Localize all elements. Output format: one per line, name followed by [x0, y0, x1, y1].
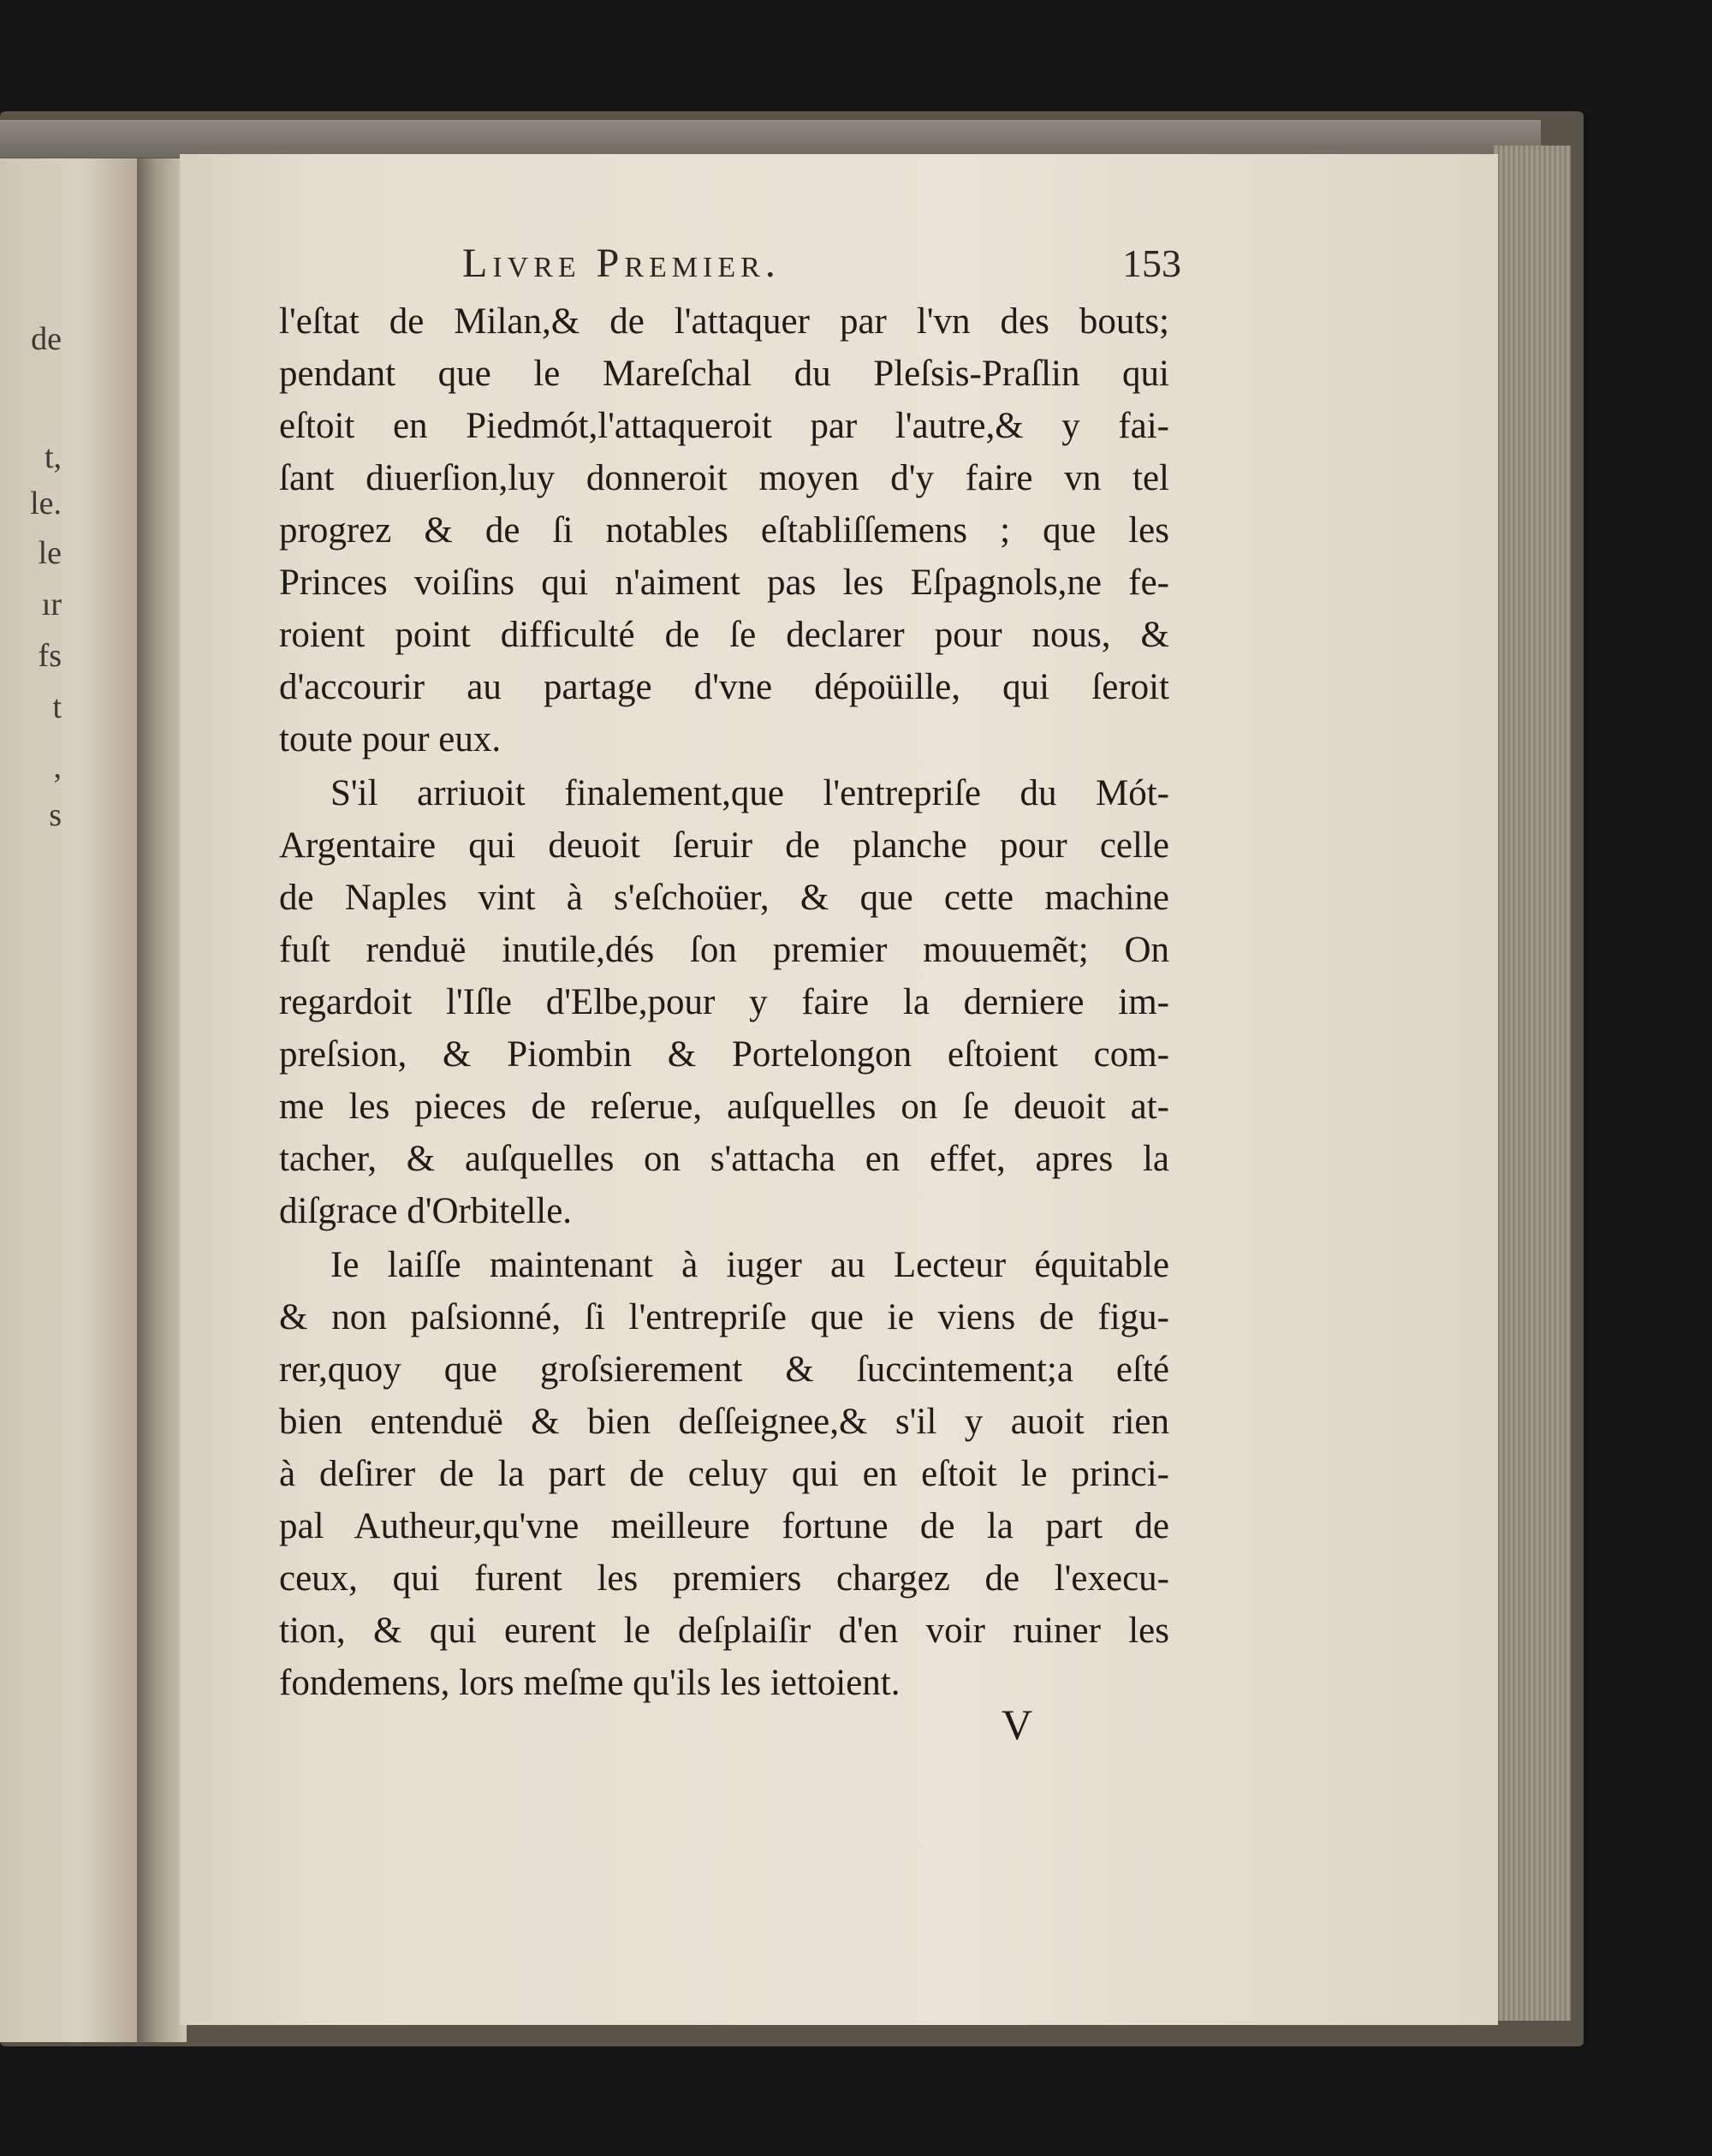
paragraph	[279, 767, 1169, 1237]
text-line: eſtoit en Piedmót,l'attaqueroit par l'autre,& y fai-	[279, 406, 1169, 446]
paragraph	[279, 295, 1169, 765]
left-fragment: t	[52, 689, 62, 725]
text-line: diſgrace d'Orbitelle.	[279, 1191, 573, 1231]
text-line: regardoit l'Iſle d'Elbe,pour y faire la derniere im-	[279, 982, 1169, 1022]
text-line: ceux, qui furent les premiers chargez de l'execu-	[279, 1558, 1169, 1599]
running-head: Livre Premier.	[462, 241, 781, 286]
text-line: roient point difficulté de ſe declarer pour nous, &	[279, 615, 1169, 655]
page-header	[462, 240, 1181, 287]
page-number: 153	[1122, 241, 1181, 285]
text-line: bien entenduë & bien deſſeignee,& s'il y auoit rien	[279, 1402, 1169, 1442]
text-line: fuſt renduë inutile,dés ſon premier mouuemẽt; On	[279, 930, 1169, 970]
text-line: progrez & de ſi notables eſtabliſſemens ; que les	[279, 510, 1169, 551]
text-line: toute pour eux.	[279, 719, 502, 759]
book-top-edge	[0, 120, 1541, 158]
left-fragment: de	[31, 321, 62, 357]
text-line: fondemens, lors meſme qu'ils les iettoient.	[279, 1663, 901, 1703]
text-line: S'il arriuoit finalement,que l'entrepriſe du Mót-	[330, 773, 1169, 813]
text-line: rer,quoy que groſsierement & ſuccintement;a eſté	[279, 1349, 1169, 1390]
left-fragment: le.	[30, 485, 62, 521]
text-line: tacher, & auſquelles on s'attacha en effet, apres la	[279, 1139, 1169, 1179]
left-fragment: s	[49, 797, 62, 833]
left-fragment: ,	[53, 749, 62, 785]
text-line: pal Autheur,qu'vne meilleure fortune de la part de	[279, 1506, 1169, 1546]
text-line: Argentaire qui deuoit ſeruir de planche pour celle	[279, 825, 1169, 866]
text-line: tion, & qui eurent le deſplaiſir d'en voir ruiner les	[279, 1611, 1169, 1651]
text-line: Ie laiſſe maintenant à iuger au Lecteur équitable	[330, 1245, 1169, 1285]
text-line: & non paſsionné, ſi l'entrepriſe que ie viens de figu-	[279, 1297, 1169, 1337]
signature-mark: V	[1002, 1700, 1033, 1748]
left-fragment: t,	[44, 439, 62, 475]
text-line: me les pieces de reſerue, auſquelles on ſe deuoit at-	[279, 1087, 1169, 1127]
left-fragment: le	[38, 535, 62, 571]
text-line: à deſirer de la part de celuy qui en eſtoit le princi-	[279, 1454, 1169, 1494]
text-line: l'eſtat de Milan,& de l'attaquer par l'vn des bouts;	[279, 301, 1169, 342]
left-fragment: ır	[41, 587, 62, 622]
text-line: d'accourir au partage d'vne dépoüille, qui ſeroit	[279, 667, 1169, 707]
left-fragment: fs	[38, 638, 62, 674]
paragraph	[279, 1239, 1169, 1709]
text-line: de Naples vint à s'eſchoüer, & que cette machine	[279, 878, 1169, 918]
page-fore-edge	[1494, 146, 1571, 2021]
body-text	[279, 295, 1169, 1709]
text-line: preſsion, & Piombin & Portelongon eſtoient com-	[279, 1034, 1169, 1075]
text-line: ſant diuerſion,luy donneroit moyen d'y faire vn tel	[279, 458, 1169, 498]
text-line: Princes voiſins qui n'aiment pas les Eſpagnols,ne fe-	[279, 563, 1169, 603]
text-line: pendant que le Mareſchal du Pleſsis-Praſlin qui	[279, 354, 1169, 394]
